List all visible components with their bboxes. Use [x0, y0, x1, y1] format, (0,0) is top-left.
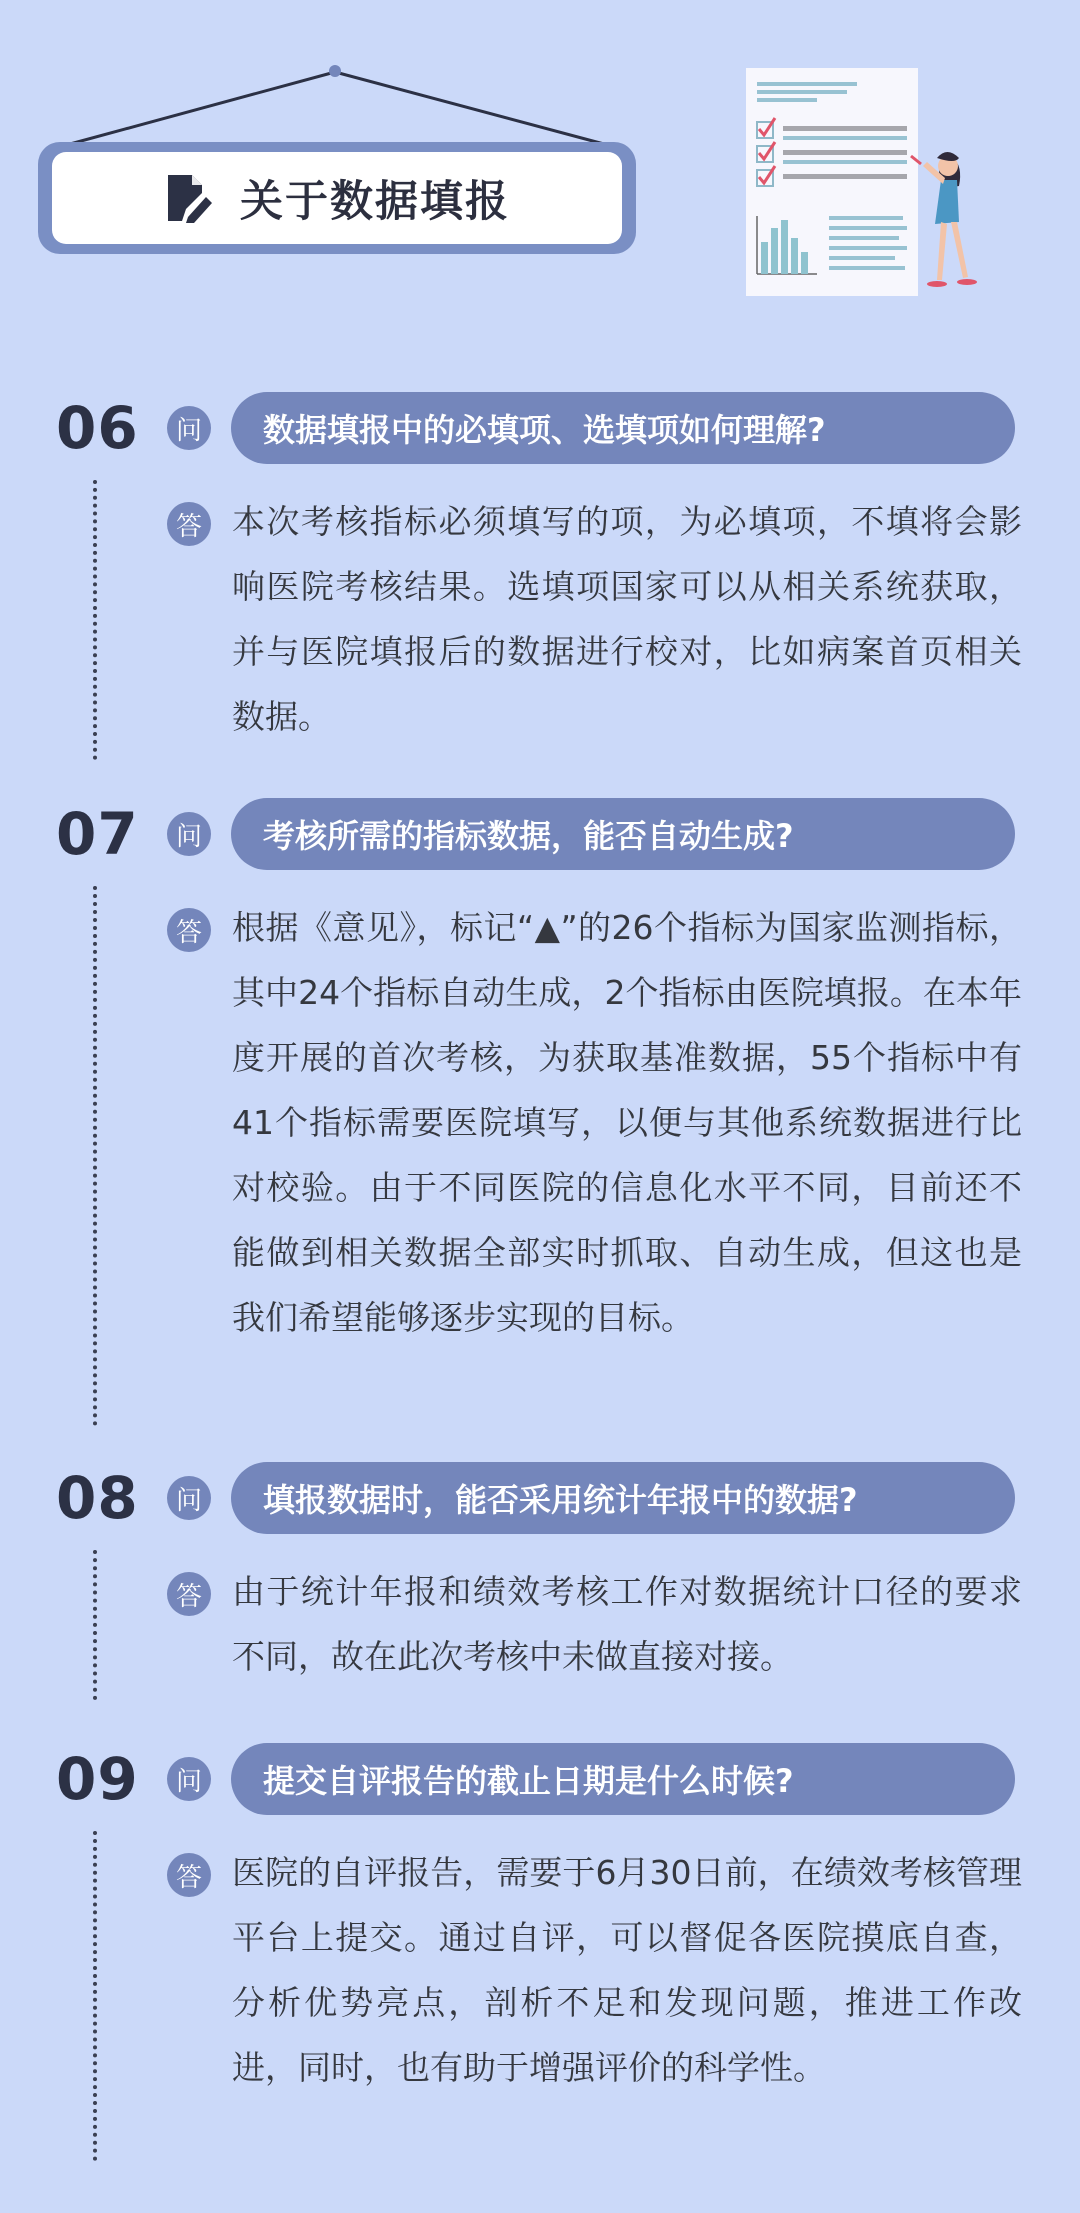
answer-badge: 答 [167, 502, 211, 546]
question-number: 09 [56, 1745, 139, 1813]
question-badge: 问 [167, 1476, 211, 1520]
question-pill: 提交自评报告的截止日期是什么时候? [231, 1743, 1015, 1815]
answer-text: 根据《意见》，标记“▲”的26个指标为国家监测指标，其中24个指标自动生成，2个指标由医院填报。在本年度开展的首次考核，为获取基准数据，55个指标中有41个指标需要医院填写，以便与其他系统数据进行比对校验。由于不同医院的信息化水平不同，目前还不能做到相关数据全部实时抓取、自动生成，但这也是我们希望能够逐步实现的目标。 [232, 908, 1022, 1337]
answer-text: 由于统计年报和绩效考核工作对数据统计口径的要求不同，故在此次考核中未做直接对接。 [232, 1572, 1022, 1676]
page-title: 关于数据填报 [240, 176, 510, 227]
dotted-divider [93, 886, 97, 1426]
dotted-divider [93, 480, 97, 760]
question-number: 08 [56, 1464, 139, 1532]
question-badge: 问 [167, 812, 211, 856]
report-illustration [745, 66, 995, 306]
woman-figure [911, 152, 977, 287]
answer-text: 医院的自评报告，需要于6月30日前，在绩效考核管理平台上提交。通过自评，可以督促各医院摸底自查，分析优势亮点，剖析不足和发现问题，推进工作改进，同时，也有助于增强评价的科学性。 [232, 1853, 1022, 2087]
sign-inner [52, 152, 622, 244]
question-badge: 问 [167, 1757, 211, 1801]
question-number: 07 [56, 800, 139, 868]
answer-text: 本次考核指标必须填写的项，为必填项，不填将会影响医院考核结果。选填项国家可以从相关系统获取，并与医院填报后的数据进行校对，比如病案首页相关数据。 [232, 502, 1022, 736]
answer-badge: 答 [167, 1572, 211, 1616]
hanging-strings [38, 62, 636, 152]
header-sign [38, 62, 636, 254]
question-pill: 考核所需的指标数据，能否自动生成? [231, 798, 1015, 870]
question-pill: 数据填报中的必填项、选填项如何理解? [231, 392, 1015, 464]
answer-badge: 答 [167, 1853, 211, 1897]
dotted-divider [93, 1831, 97, 2161]
sign-board [38, 142, 636, 254]
answer-badge: 答 [167, 908, 211, 952]
edit-document-icon [164, 173, 214, 223]
question-badge: 问 [167, 406, 211, 450]
question-pill: 填报数据时，能否采用统计年报中的数据? [231, 1462, 1015, 1534]
question-number: 06 [56, 394, 139, 462]
dotted-divider [93, 1550, 97, 1700]
